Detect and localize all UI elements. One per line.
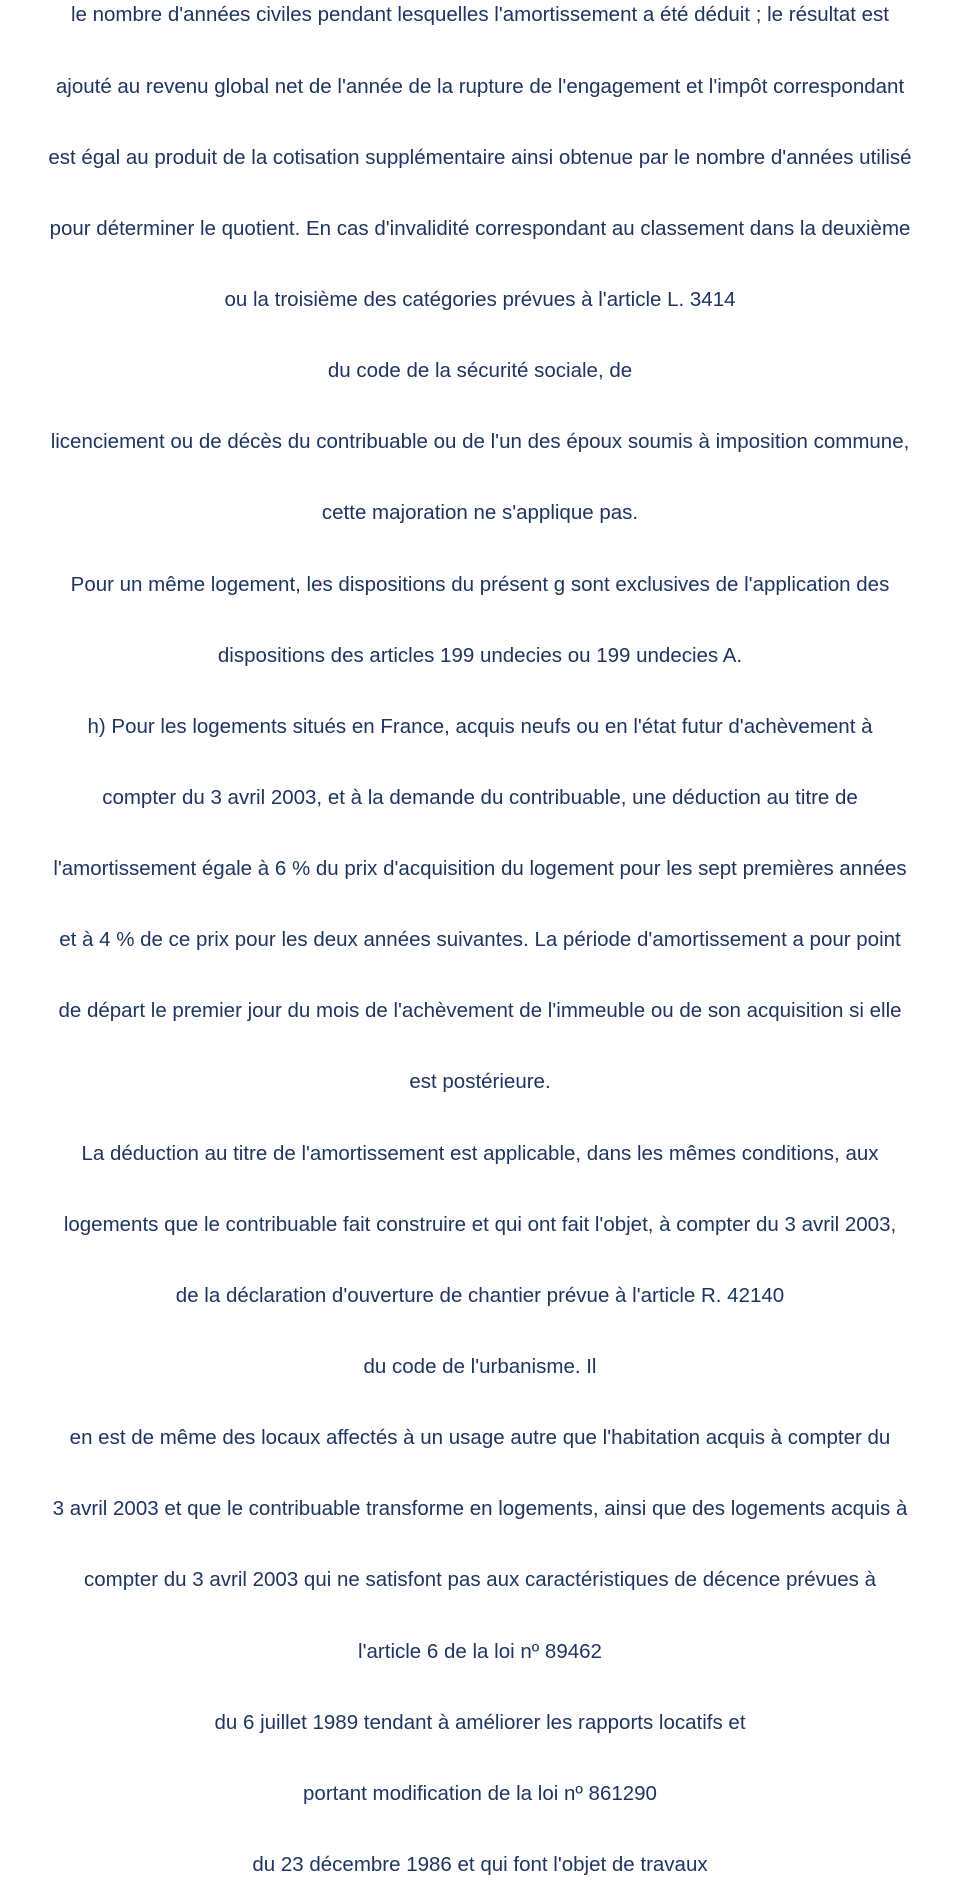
text-line: compter du 3 avril 2003, et à la demande du contribuable, une déduction au titre de — [102, 786, 858, 809]
text-line: portant modification de la loi nº 861290 — [303, 1782, 657, 1805]
text-line: La déduction au titre de l'amortissement est applicable, dans les mêmes conditions, aux — [81, 1142, 879, 1165]
text-line: Pour un même logement, les dispositions du présent g sont exclusives de l'application des — [70, 573, 890, 596]
text-line: licenciement ou de décès du contribuable ou de l'un des époux soumis à imposition commune, — [50, 430, 910, 453]
text-line: ou la troisième des catégories prévues à l'article L. 3414 — [224, 288, 736, 311]
text-line: et à 4 % de ce prix pour les deux années suivantes. La période d'amortissement a pour point — [59, 928, 901, 951]
text-line: de la déclaration d'ouverture de chantier prévue à l'article R. 42140 — [175, 1284, 785, 1307]
text-line: logements que le contribuable fait construire et qui ont fait l'objet, à compter du 3 avril 2003, — [63, 1213, 897, 1236]
text-line: est postérieure. — [409, 1070, 551, 1093]
text-line: l'article 6 de la loi nº 89462 — [358, 1640, 602, 1663]
text-line: compter du 3 avril 2003 qui ne satisfont pas aux caractéristiques de décence prévues à — [84, 1568, 876, 1591]
text-line: h) Pour les logements situés en France, acquis neufs ou en l'état futur d'achèvement à — [87, 715, 873, 738]
text-line: est égal au produit de la cotisation supplémentaire ainsi obtenue par le nombre d'années utilisé — [48, 146, 912, 169]
text-line: du code de la sécurité sociale, de — [327, 359, 633, 382]
text-line: 3 avril 2003 et que le contribuable transforme en logements, ainsi que des logements acquis à — [52, 1497, 908, 1520]
text-line: du 23 décembre 1986 et qui font l'objet de travaux — [252, 1853, 708, 1876]
text-line: ajouté au revenu global net de l'année de la rupture de l'engagement et l'impôt correspondant — [55, 75, 905, 98]
text-line: l'amortissement égale à 6 % du prix d'acquisition du logement pour les sept premières années — [53, 857, 907, 880]
text-line: cette majoration ne s'applique pas. — [321, 501, 639, 524]
text-line: en est de même des locaux affectés à un usage autre que l'habitation acquis à compter du — [69, 1426, 891, 1449]
text-line: du 6 juillet 1989 tendant à améliorer les rapports locatifs et — [214, 1711, 746, 1734]
text-line: pour déterminer le quotient. En cas d'invalidité correspondant au classement dans la deuxième — [49, 217, 911, 240]
text-line: du code de l'urbanisme. Il — [363, 1355, 597, 1378]
text-line: le nombre d'années civiles pendant lesquelles l'amortissement a été déduit ; le résultat est — [70, 3, 890, 26]
text-line: de départ le premier jour du mois de l'achèvement de l'immeuble ou de son acquisition si elle — [58, 999, 902, 1022]
text-line: dispositions des articles 199 undecies ou 199 undecies A. — [217, 644, 743, 667]
